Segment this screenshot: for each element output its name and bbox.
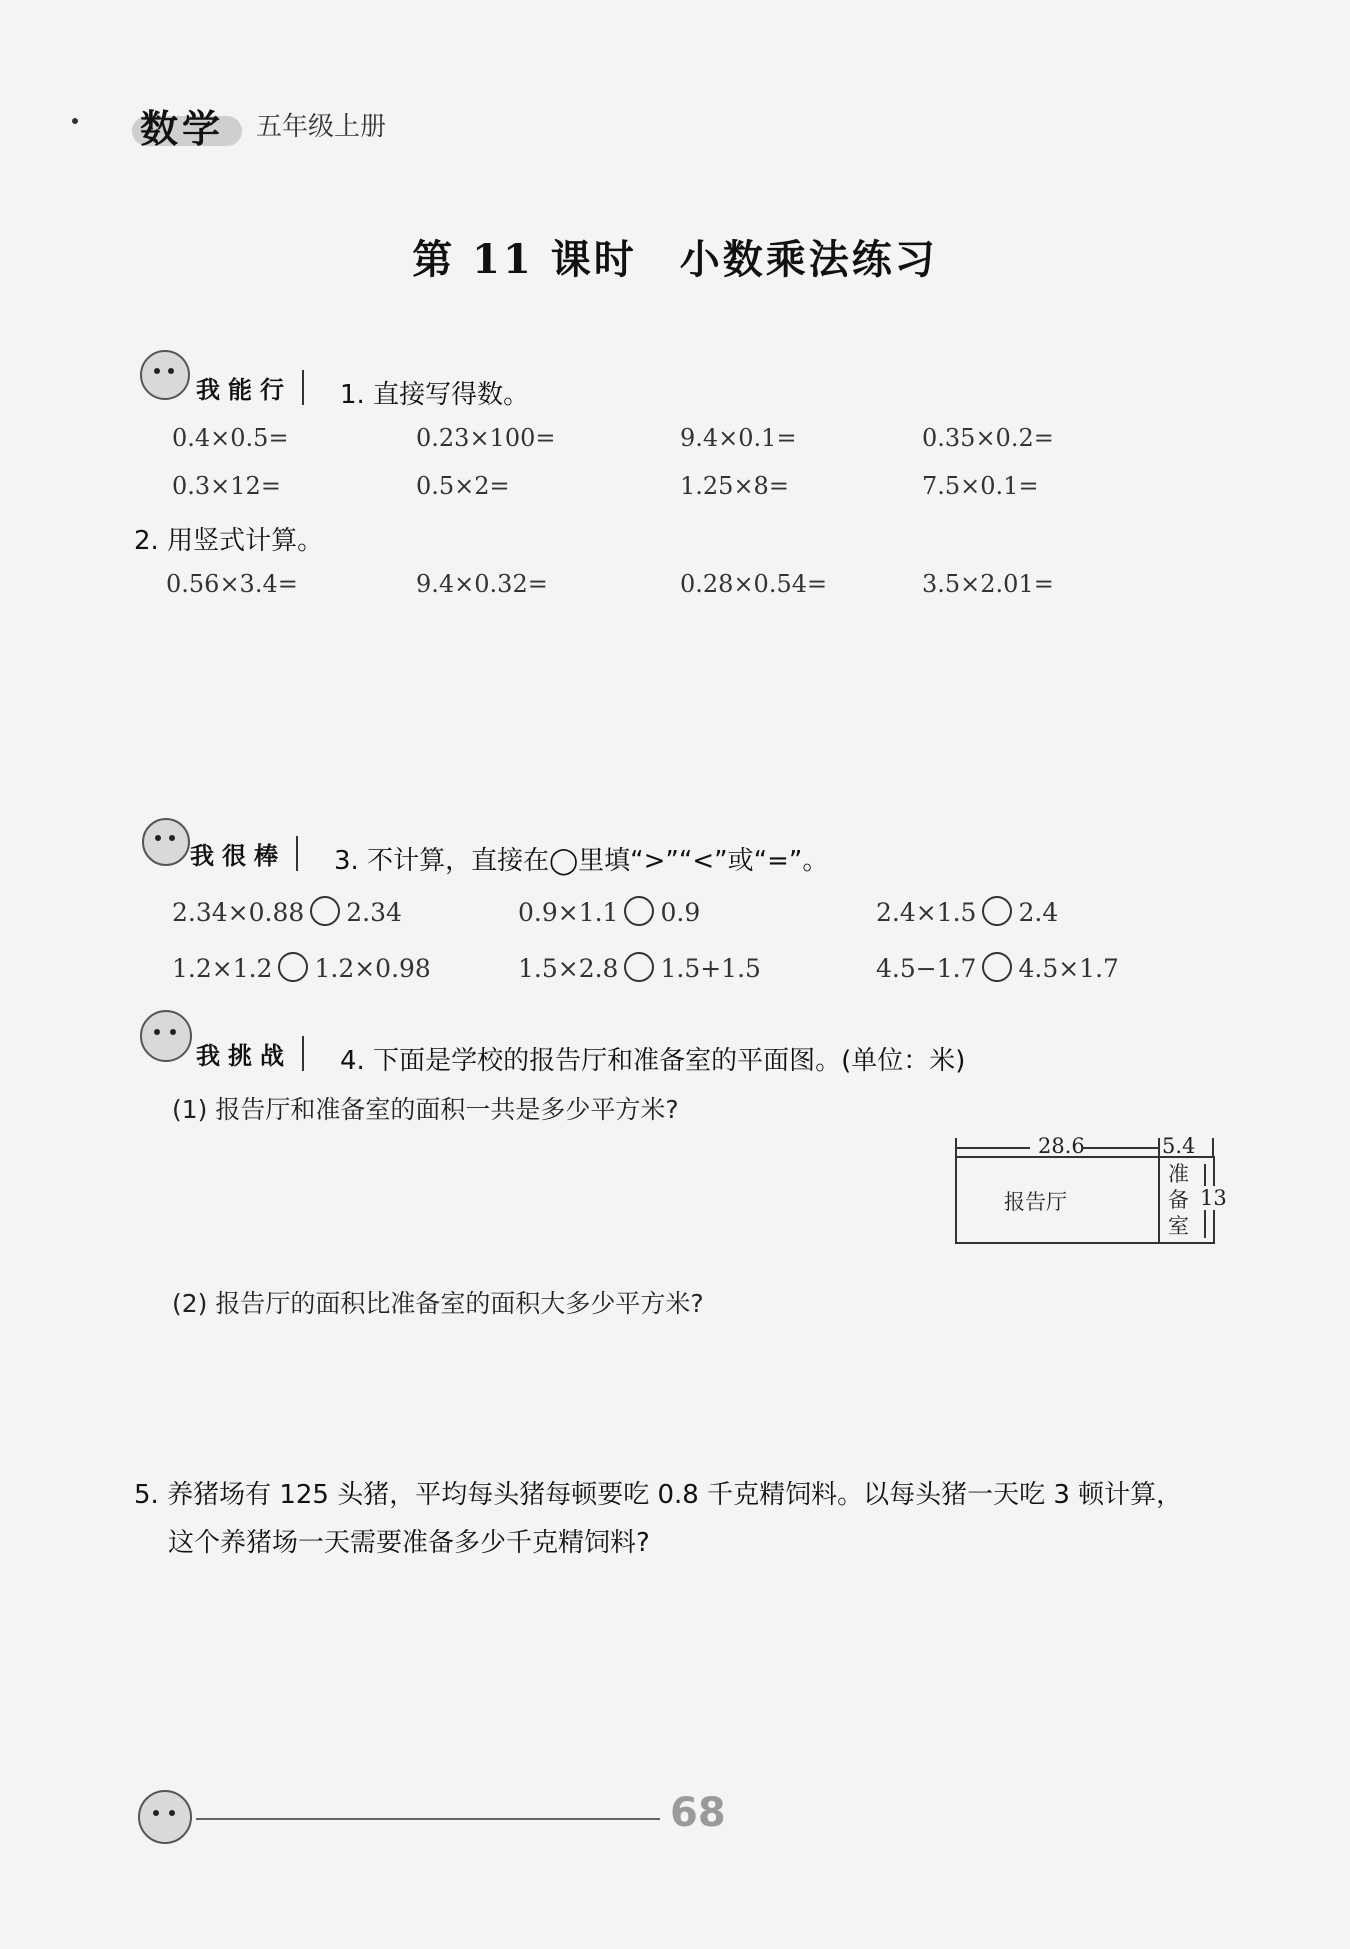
q1-expr: 9.4×0.1=: [680, 424, 797, 452]
floor-plan-divider: [1158, 1156, 1160, 1242]
hall-length-label: 28.6: [1038, 1134, 1085, 1158]
answer-circle[interactable]: [982, 896, 1012, 926]
section-label-3: 我挑战: [196, 1036, 304, 1071]
q1-expr: 7.5×0.1=: [922, 472, 1039, 500]
footer-mascot-icon: [138, 1790, 192, 1844]
footer-rule: [196, 1818, 660, 1820]
answer-circle[interactable]: [982, 952, 1012, 982]
answer-circle[interactable]: [310, 896, 340, 926]
mascot-icon-2: [142, 818, 190, 866]
compare-item: 1.5×2.8 1.5+1.5: [518, 954, 761, 983]
header-dot: [72, 118, 78, 124]
width-label: 13: [1200, 1186, 1227, 1210]
q1-expr: 0.35×0.2=: [922, 424, 1054, 452]
question-5-line-1: 5. 养猪场有 125 头猪，平均每头猪每顿要吃 0.8 千克精饲料。以每头猪一天吃 3 顿计算，: [134, 1480, 1183, 1510]
q2-expr: 0.56×3.4=: [166, 570, 298, 598]
mascot-icon-1: [140, 350, 190, 400]
q2-expr: 9.4×0.32=: [416, 570, 548, 598]
q1-expr: 0.3×12=: [172, 472, 281, 500]
compare-item: 0.9×1.1 0.9: [518, 898, 701, 927]
q2-expr: 0.28×0.54=: [680, 570, 828, 598]
grade-label: 五年级上册: [256, 112, 387, 142]
compare-item: 2.4×1.5 2.4: [876, 898, 1059, 927]
subject-title: 数学: [140, 107, 225, 151]
page-title: 第 11 课时 小数乘法练习: [412, 236, 938, 283]
page-number: 68: [670, 1790, 726, 1836]
answer-circle[interactable]: [278, 952, 308, 982]
question-1-label: 1. 直接写得数。: [340, 380, 530, 410]
room-length-label: 5.4: [1162, 1134, 1196, 1158]
compare-item: 1.2×1.2 1.2×0.98: [172, 954, 431, 983]
floor-plan-figure: [950, 1134, 1227, 1244]
compare-item: 2.34×0.88 2.34: [172, 898, 402, 927]
section-label-2: 我很棒: [190, 836, 298, 871]
room-label-char: 准: [1168, 1162, 1189, 1186]
question-5-line-2: 这个养猪场一天需要准备多少千克精饲料?: [168, 1528, 650, 1558]
mascot-icon-3: [140, 1010, 192, 1062]
q2-expr: 3.5×2.01=: [922, 570, 1054, 598]
section-label-1: 我能行: [196, 370, 304, 405]
q1-expr: 0.23×100=: [416, 424, 556, 452]
question-2-label: 2. 用竖式计算。: [134, 526, 324, 556]
q1-expr: 0.4×0.5=: [172, 424, 289, 452]
hall-label: 报告厅: [1004, 1190, 1067, 1214]
q1-expr: 0.5×2=: [416, 472, 510, 500]
room-label-char: 备: [1168, 1188, 1189, 1212]
question-4-label: 4. 下面是学校的报告厅和准备室的平面图。(单位：米): [340, 1046, 966, 1076]
question-4-sub-1: (1) 报告厅和准备室的面积一共是多少平方米?: [172, 1095, 679, 1124]
answer-circle[interactable]: [624, 896, 654, 926]
q1-expr: 1.25×8=: [680, 472, 789, 500]
compare-item: 4.5−1.7 4.5×1.7: [876, 954, 1119, 983]
question-4-sub-2: (2) 报告厅的面积比准备室的面积大多少平方米?: [172, 1289, 704, 1318]
question-3-label: 3. 不计算，直接在◯里填“>”“<”或“=”。: [334, 846, 829, 876]
room-label-char: 室: [1168, 1214, 1189, 1238]
answer-circle[interactable]: [624, 952, 654, 982]
